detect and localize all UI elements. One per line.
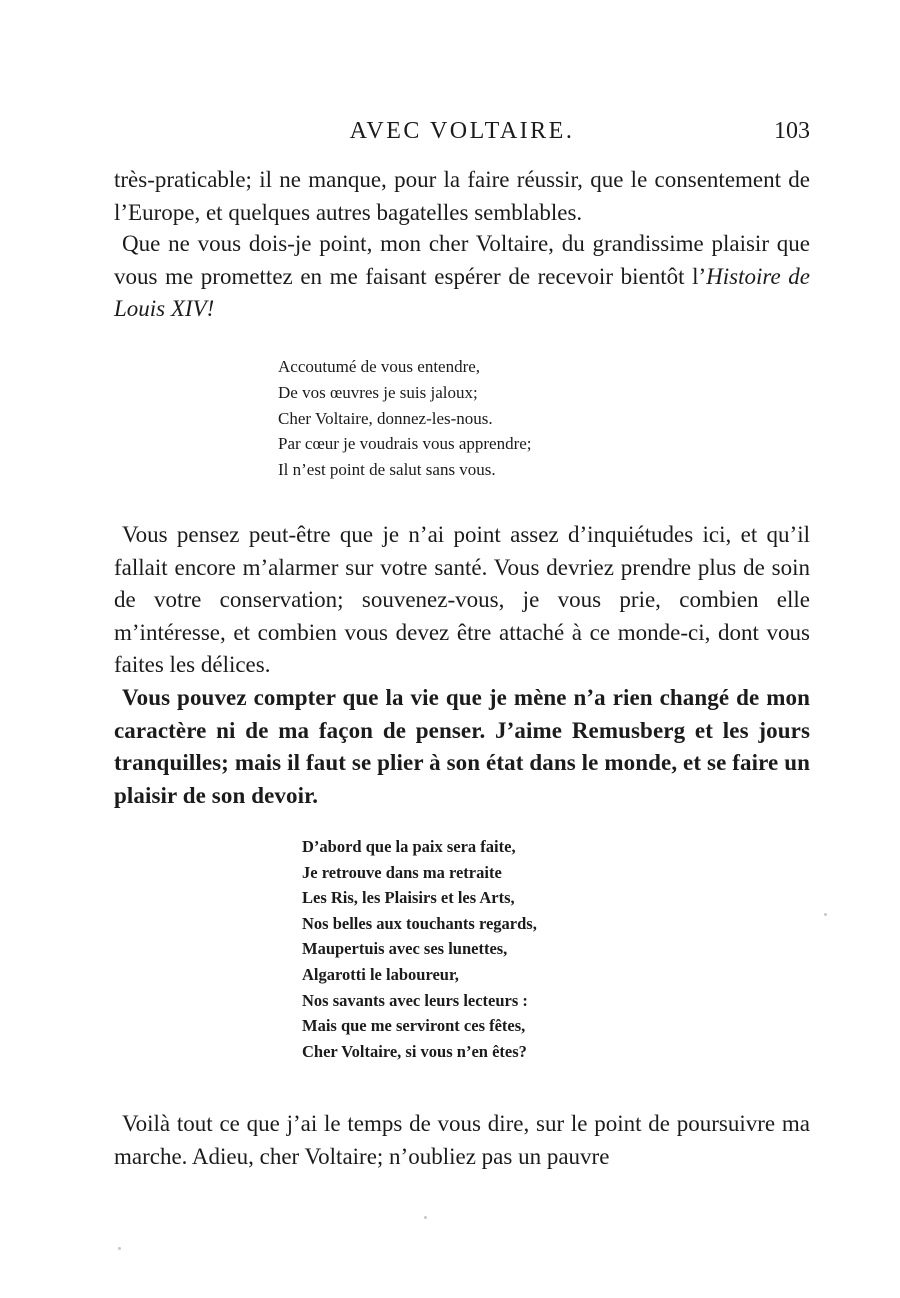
verse-line: Cher Voltaire, donnez-les-nous.: [278, 408, 493, 428]
paper-speck: [424, 1216, 427, 1219]
verse-line: Maupertuis avec ses lunettes,: [302, 939, 508, 959]
verse-line: Par cœur je voudrais vous apprendre;: [278, 434, 532, 454]
paragraph-2: [114, 228, 810, 326]
verse-line: Nos belles aux touchants regards,: [302, 913, 537, 933]
book-title-italic: Histoire de Louis XIV!: [114, 263, 811, 321]
running-title: AVEC VOLTAIRE.: [349, 118, 575, 144]
verse-line: Mais que me serviront ces fêtes,: [302, 1016, 526, 1036]
paper-speck: [824, 913, 827, 916]
verse-line: De vos œuvres je suis jaloux;: [278, 382, 478, 402]
verse-line: Nos savants avec leurs lecteurs :: [302, 990, 528, 1010]
verse-line: Cher Voltaire, si vous n’en êtes?: [302, 1041, 527, 1061]
verse-line: Les Ris, les Plaisirs et les Arts,: [302, 888, 515, 908]
verse-line: Accoutumé de vous entendre,: [278, 357, 481, 376]
paragraph-2-text: Que ne vous dois-je point, mon cher Voltaire, du grandissime plaisir que vous me promettez en me faisant espérer de recevoir bientôt l’: [114, 231, 810, 289]
verse-line: Algarotti le laboureur,: [302, 964, 459, 984]
verse-stanza-1: [278, 357, 532, 486]
paragraph-5: Voilà tout ce que j’ai le temps de vous dire, sur le point de poursuivre ma marche. Adieu, cher Voltaire; n’oubliez pas un pauvre: [114, 1111, 810, 1169]
verse-line: Il n’est point de salut sans vous.: [278, 460, 496, 480]
paper-speck: [118, 1247, 121, 1250]
paragraph-3: Vous pensez peut-être que je n’ai point assez d’inquiétudes ici, et qu’il fallait encore m’alarmer sur votre santé. Vous devriez prendre plus de soin de votre conservation; souvenez-vous, je vous prie, combien elle m’intéresse, et combien vous devez être attaché à ce monde-ci, dont vous faites les délices.: [114, 522, 810, 677]
running-head: [114, 118, 810, 152]
verse-stanza-2: [302, 837, 537, 1067]
paragraph-4: Vous pouvez compter que la vie que je mène n’a rien changé de mon caractère ni de ma façon de penser. J’aime Remusberg et les jours tranquilles; mais il faut se plier à son état dans le monde, et se faire un plaisir de son devoir.: [114, 685, 810, 808]
verse-line: D’abord que la paix sera faite,: [302, 837, 516, 856]
verse-line: Je retrouve dans ma retraite: [302, 862, 502, 882]
page-number: 103: [774, 118, 810, 144]
paragraph-1: très-praticable; il ne manque, pour la faire réussir, que le consentement de l’Europe, et quelques autres bagatelles semblables.: [114, 167, 810, 225]
